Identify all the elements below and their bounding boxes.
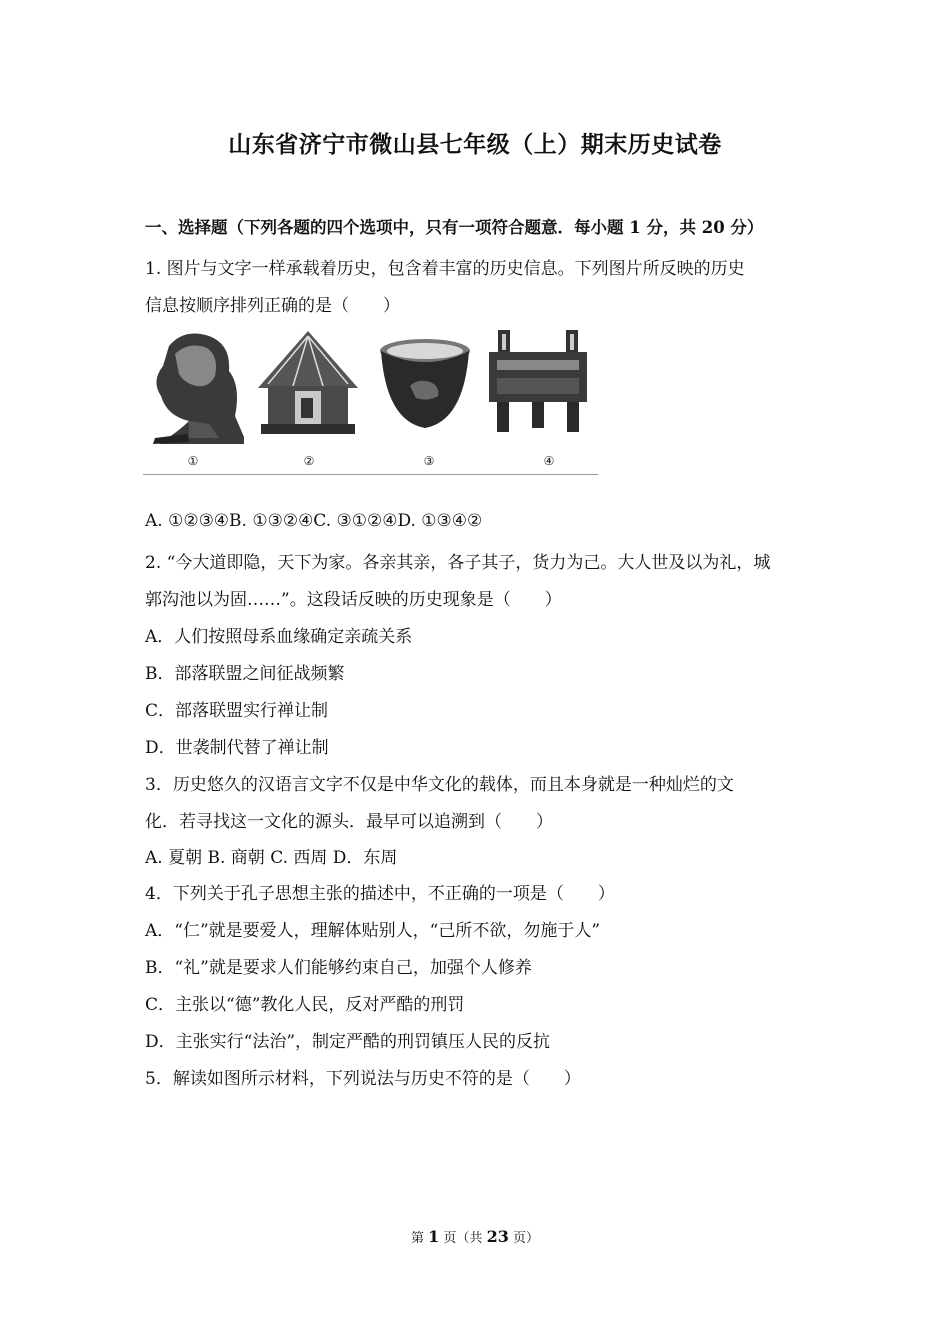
question-1-text: 1. 图片与文字一样承载着历史，包含着丰富的历史信息。下列图片所反映的历史 <box>145 259 745 279</box>
figure-bronze-ding <box>483 326 593 455</box>
figure-bronze-bowl <box>378 326 473 455</box>
footer-page-number: 1 <box>428 1227 440 1246</box>
page-footer <box>0 1227 950 1246</box>
footer-prefix: 第 <box>411 1231 429 1246</box>
figure-label-3: ③ <box>423 454 435 468</box>
question-2-option-a: A．人们按照母系血缘确定亲疏关系 <box>145 627 413 647</box>
section-heading: 一、选择题（下列各题的四个选项中，只有一项符合题意．每小题 1 分，共 20 分） <box>145 218 764 237</box>
question-4-option-d: D．主张实行“法治”，制定严酷的刑罚镇压人民的反抗 <box>145 1032 551 1052</box>
question-2-text-cont: 郭沟池以为固……”。这段话反映的历史现象是（ ） <box>145 590 562 610</box>
question-2-option-d: D．世袭制代替了禅让制 <box>145 738 329 758</box>
question-4-option-a: A．“仁”就是要爱人，理解体贴别人，“己所不欲，勿施于人” <box>145 921 601 941</box>
question-1-options: A. ①②③④B. ①③②④C. ③①②④D. ①③④② <box>145 511 483 531</box>
figure-label-1: ① <box>187 454 199 468</box>
question-1-text-cont: 信息按顺序排列正确的是（ ） <box>145 296 400 316</box>
question-5-text: 5．解读如图所示材料，下列说法与历史不符的是（ ） <box>145 1069 581 1089</box>
question-1-figure <box>143 326 598 475</box>
figure-sculpture-head <box>149 326 244 455</box>
question-3-text-cont: 化．若寻找这一文化的源头．最早可以追溯到（ ） <box>145 812 553 832</box>
page-title: 山东省济宁市微山县七年级（上）期末历史试卷 <box>228 131 722 158</box>
footer-middle: 页（共 <box>439 1231 487 1246</box>
question-2-option-c: C．部落联盟实行禅让制 <box>145 701 329 721</box>
question-4-text: 4．下列关于孔子思想主张的描述中，不正确的一项是（ ） <box>145 884 615 904</box>
question-2-option-b: B．部落联盟之间征战频繁 <box>145 664 345 684</box>
question-4-option-b: B．“礼”就是要求人们能够约束自己，加强个人修养 <box>145 958 532 978</box>
footer-suffix: 页） <box>508 1231 539 1246</box>
question-4-option-c: C．主张以“德”教化人民，反对严酷的刑罚 <box>145 995 465 1015</box>
question-2-text: 2. “今大道即隐，天下为家。各亲其亲，各子其子，货力为己。大人世及以为礼，城 <box>145 553 771 573</box>
figure-label-2: ② <box>303 454 315 468</box>
footer-total-pages: 23 <box>486 1227 509 1246</box>
figure-label-4: ④ <box>543 454 555 468</box>
question-3-options: A. 夏朝 B. 商朝 C. 西周 D．东周 <box>145 848 398 868</box>
question-3-text: 3．历史悠久的汉语言文字不仅是中华文化的载体，而且本身就是一种灿烂的文 <box>145 775 734 795</box>
figure-round-hut <box>253 326 363 455</box>
